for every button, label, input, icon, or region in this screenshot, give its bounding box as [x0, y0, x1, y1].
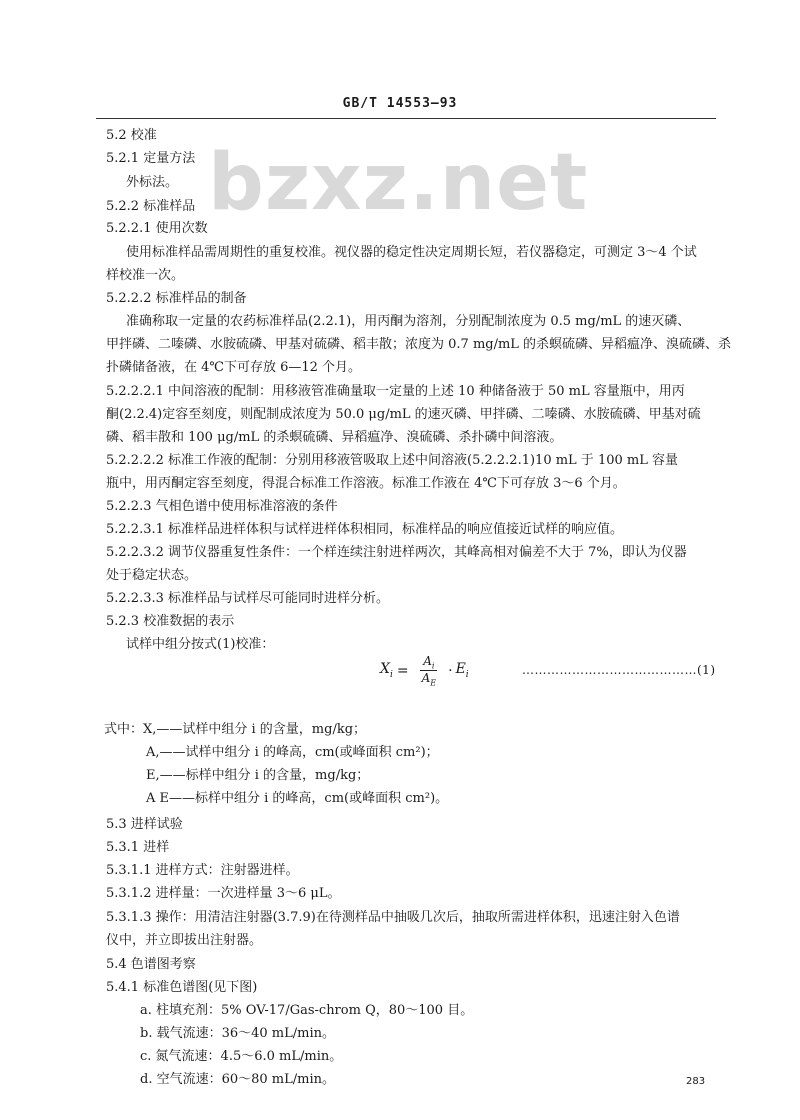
section-heading: 5.2.2 标准样品: [106, 199, 196, 214]
section-heading: 5.3.1 进样: [106, 840, 170, 855]
paragraph-line: 样校准一次。: [106, 268, 185, 283]
paragraph-line: 酮(2.2.4)定容至刻度，则配制成浓度为 50.0 μg/mL 的速灭磷、甲拌磷、二嗪磷、水胺硫磷、甲基对硫: [106, 407, 701, 422]
paragraph-line: 5.2.2.2.1 中间溶液的配制：用移液管准确量取一定量的上述 10 种储备液于 50 mL 容量瓶中，用丙: [106, 384, 685, 399]
paragraph-line: 5.2.2.3.3 标准样品与试样尽可能同时进样分析。: [106, 591, 390, 606]
legend-line: A E——标样中组分 i 的峰高，cm(或峰面积 cm²)。: [146, 791, 449, 806]
watermark: bzxz.net: [208, 138, 589, 228]
paragraph-line: 扑磷储备液，在 4℃下可存放 6—12 个月。: [106, 360, 362, 375]
paragraph-line: 5.2.2.2.2 标准工作液的配制：分别用移液管吸取上述中间溶液(5.2.2.2.1)10 mL 于 100 mL 容量: [106, 453, 678, 468]
section-heading: 5.2.2.2 标准样品的制备: [106, 291, 247, 306]
legend-line: A,——试样中组分 i 的峰高，cm(或峰面积 cm²)；: [146, 745, 439, 760]
paragraph-line: 瓶中，用丙酮定容至刻度，得混合标准工作溶液。标准工作液在 4℃下可存放 3～6 个月。: [106, 476, 626, 491]
paragraph-line: 5.3.1.3 操作：用清洁注射器(3.7.9)在待测样品中抽吸几次后，抽取所需进样体积，迅速注射入色谱: [106, 910, 680, 925]
paragraph-line: 准确称取一定量的农药标准样品(2.2.1)，用丙酮为溶剂，分别配制浓度为 0.5 mg/mL 的速灭磷、: [126, 314, 691, 329]
list-item: d. 空气流速：60～80 mL/min。: [140, 1072, 336, 1087]
formula-factor: $E_i$: [455, 661, 469, 681]
list-item: a. 柱填充剂：5% OV-17/Gas-chrom Q，80～100 目。: [140, 1003, 474, 1018]
section-heading: 5.4 色谱图考察: [106, 957, 196, 972]
paragraph-line: 甲拌磷、二嗪磷、水胺硫磷、甲基对硫磷、稻丰散；浓度为 0.7 mg/mL 的杀螟硫磷、异稻瘟净、溴硫磷、杀: [106, 337, 732, 352]
paragraph-line: 磷、稻丰散和 100 μg/mL 的杀螟硫磷、异稻瘟净、溴硫磷、杀扑磷中间溶液。: [106, 430, 563, 445]
formula-times: ·: [448, 662, 453, 679]
list-item: c. 氮气流速：4.5～6.0 mL/min。: [140, 1049, 343, 1064]
formula-fraction: [419, 654, 440, 688]
paragraph-line: 5.3.1.1 进样方式：注射器进样。: [106, 863, 299, 878]
equation-1: [380, 654, 469, 688]
paragraph-line: 试样中组分按式(1)校准：: [126, 637, 275, 652]
equation-number: ……………………………………(1): [522, 663, 716, 677]
section-heading: 5.2.3 校准数据的表示: [106, 614, 235, 629]
standard-number-header: GB/T 14553—93: [342, 96, 458, 111]
paragraph-line: 外标法。: [126, 175, 179, 190]
section-heading: 5.2.2.1 使用次数: [106, 221, 208, 236]
section-heading: 5.3 进样试验: [106, 817, 183, 832]
section-heading: 5.2.2.3 气相色谱中使用标准溶液的条件: [106, 499, 338, 514]
legend-line: E,——标样中组分 i 的含量，mg/kg；: [146, 768, 370, 783]
fraction-numerator: $A_i$: [420, 654, 437, 671]
legend-line: 式中：X,——试样中组分 i 的含量，mg/kg；: [104, 722, 367, 737]
formula-lhs: $X_i$: [380, 661, 393, 681]
paragraph-line: 仪中，并立即拔出注射器。: [106, 933, 263, 948]
fraction-denominator: $A_E$: [421, 671, 437, 688]
list-item: b. 载气流速：36～40 mL/min。: [140, 1026, 336, 1041]
paragraph-line: 5.2.2.3.2 调节仪器重复性条件：一个样连续注射进样两次，其峰高相对偏差不大于 7%，即认为仪器: [106, 545, 687, 560]
paragraph-line: 处于稳定状态。: [106, 568, 198, 583]
page-number: 283: [686, 1076, 706, 1087]
section-heading: 5.4.1 标准色谱图(见下图): [106, 980, 258, 995]
paragraph-line: 5.3.1.2 进样量：一次进样量 3～6 μL。: [106, 886, 341, 901]
paragraph-line: 5.2.2.3.1 标准样品进样体积与试样进样体积相同，标准样品的响应值接近试样的响应值。: [106, 522, 624, 537]
formula-equals: =: [396, 662, 409, 679]
section-heading: 5.2.1 定量方法: [106, 151, 196, 166]
header-rule: [96, 118, 716, 119]
paragraph-line: 使用标准样品需周期性的重复校准。视仪器的稳定性决定周期长短，若仪器稳定，可测定 3～4 个试: [126, 245, 697, 260]
section-heading: 5.2 校准: [106, 128, 157, 143]
